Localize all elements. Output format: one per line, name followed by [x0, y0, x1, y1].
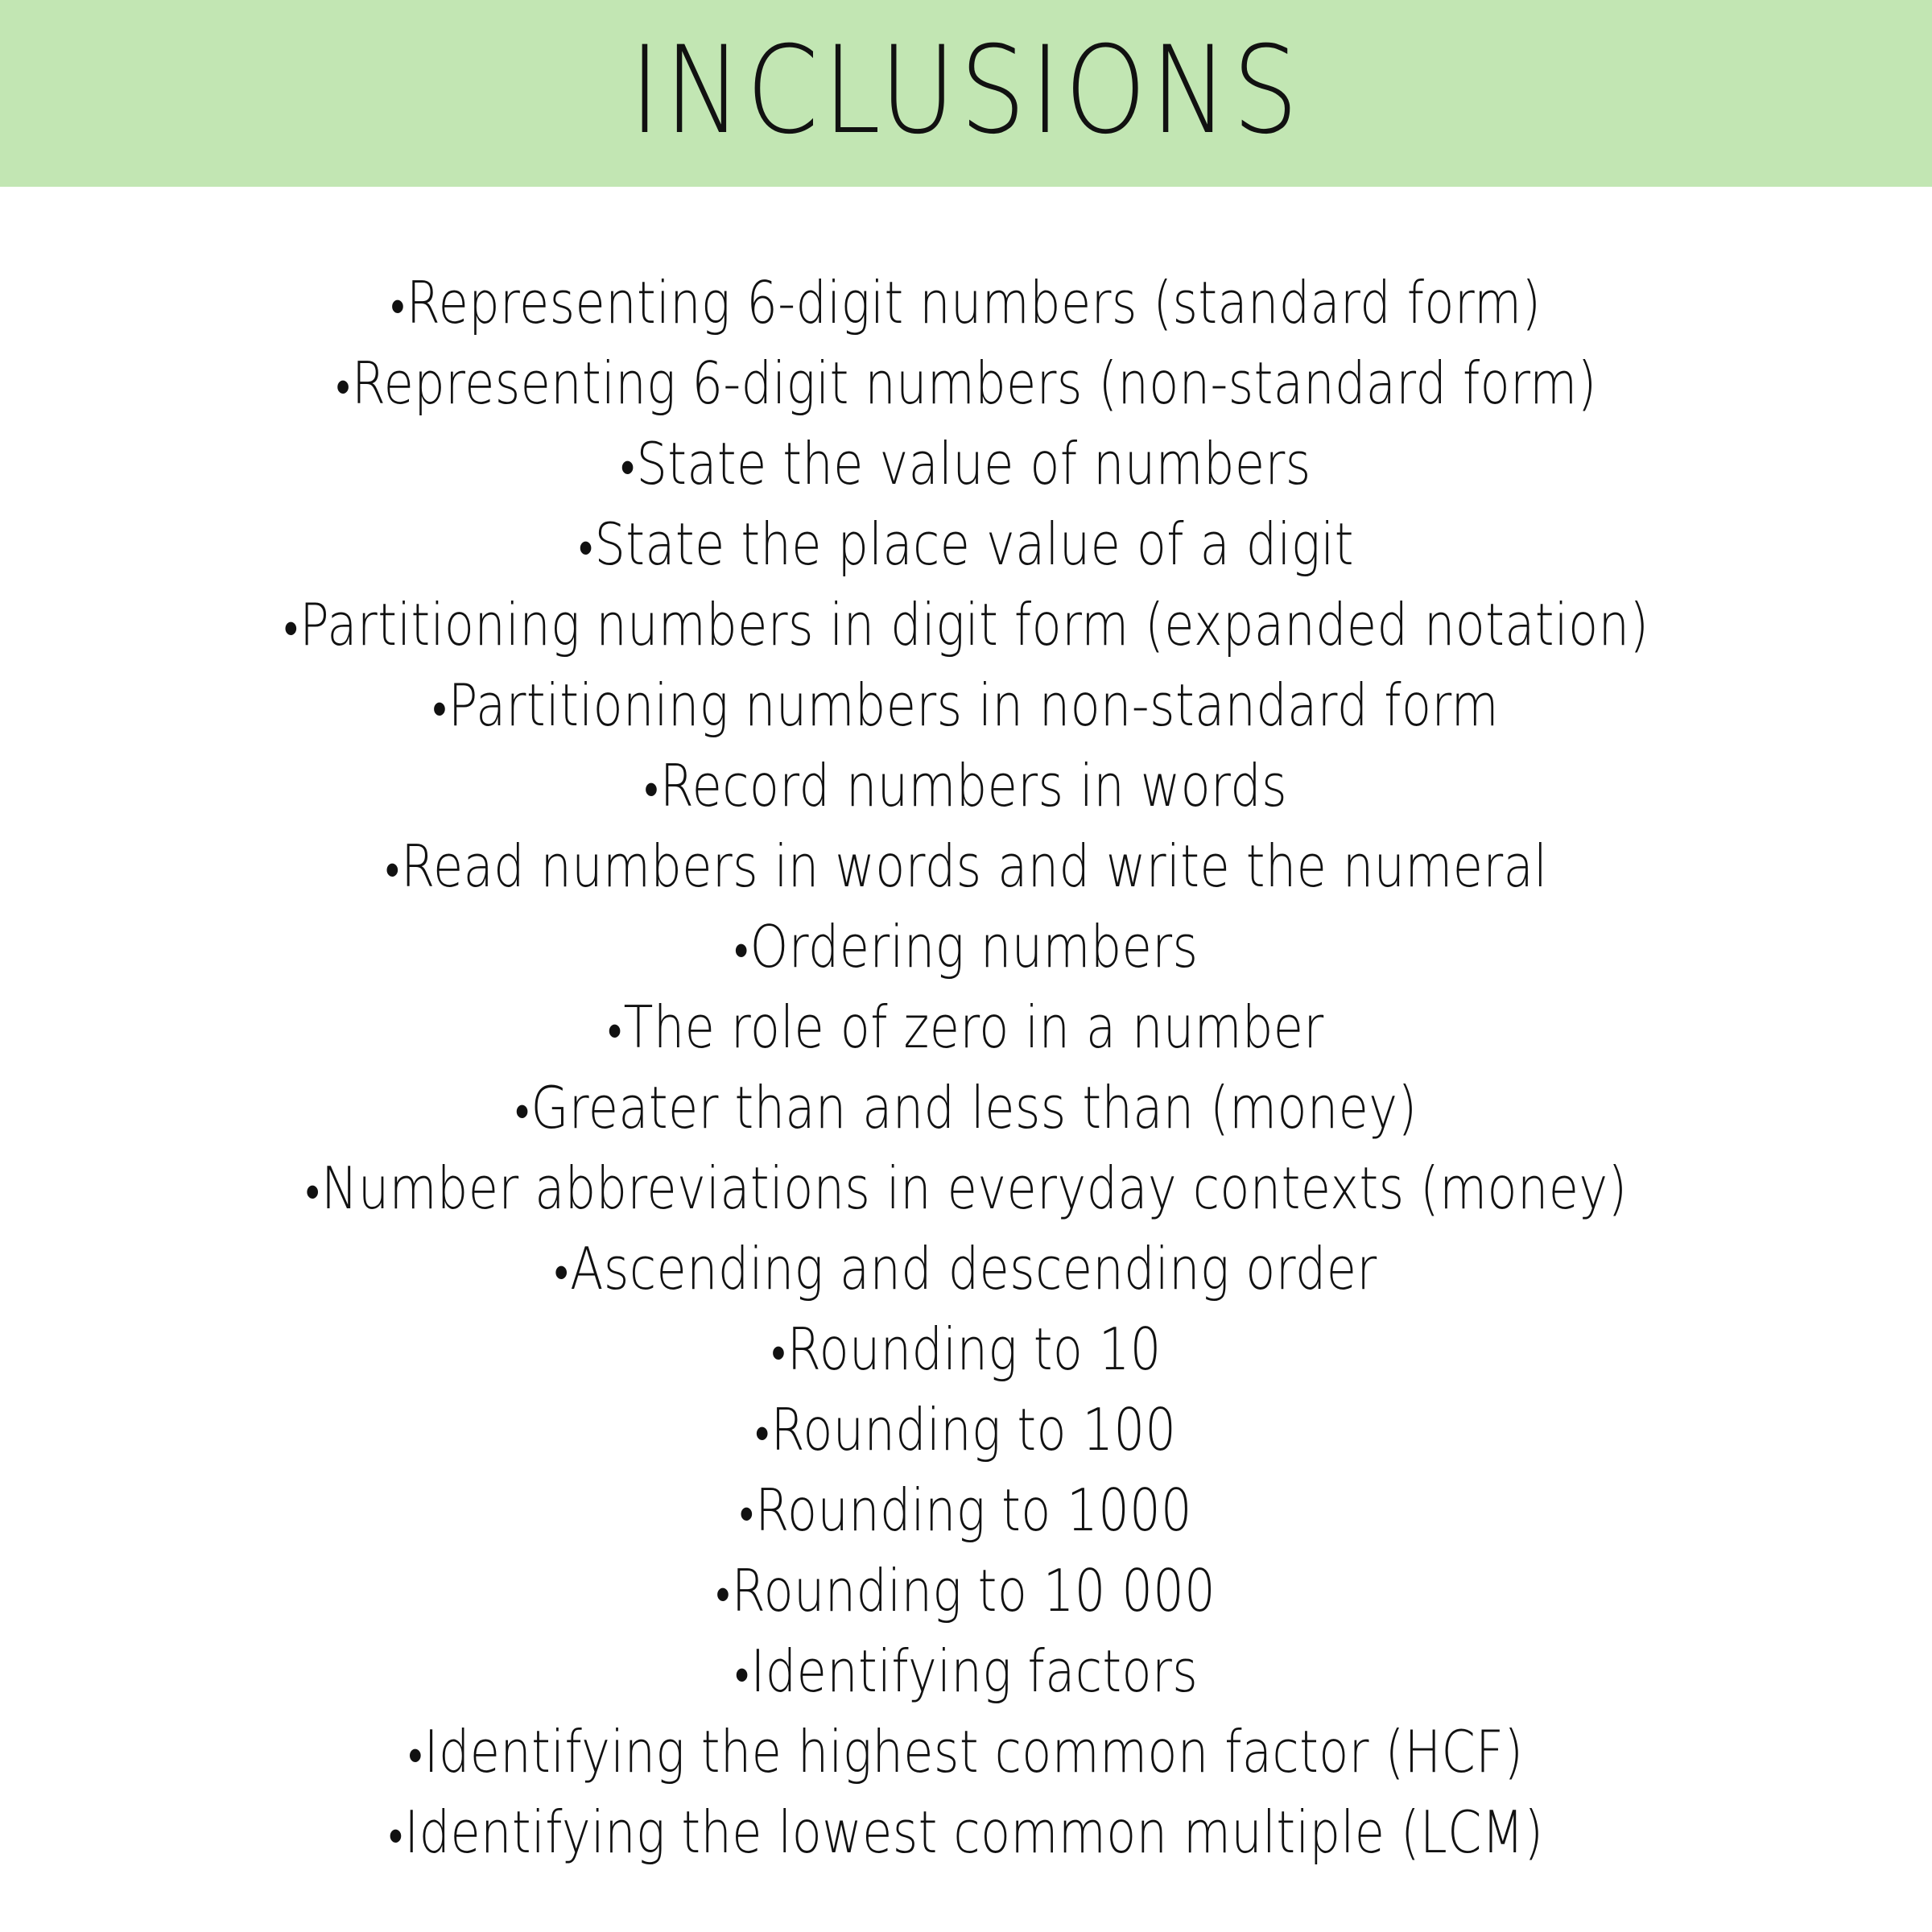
list-item-wrap: [608, 987, 1324, 1071]
bullet-icon: •: [432, 681, 448, 737]
list-item: [0, 665, 1932, 745]
bullet-icon: •: [514, 1084, 530, 1140]
bullet-icon: •: [644, 762, 659, 818]
list-item-text: Representing 6-digit numbers (non-standard form): [351, 349, 1597, 417]
bullet-icon: •: [621, 440, 636, 496]
list-item-wrap: [385, 826, 1547, 910]
list-item-wrap: [645, 745, 1288, 830]
bullet-icon: •: [283, 601, 299, 657]
list-item: [0, 1309, 1932, 1389]
list-item-wrap: [734, 906, 1199, 991]
list-item-text: Rounding to 10: [786, 1315, 1162, 1383]
list-item-text: Partitioning numbers in digit form (expanded notation): [299, 591, 1649, 658]
list-item-text: Partitioning numbers in non-standard form: [448, 671, 1500, 739]
bullet-icon: •: [755, 1406, 770, 1462]
list-item-text: State the value of numbers: [636, 430, 1311, 497]
list-item: [0, 745, 1932, 826]
bullet-icon: •: [304, 1164, 320, 1220]
bullet-icon: •: [770, 1325, 786, 1381]
list-item-wrap: [408, 1711, 1523, 1796]
bullet-icon: •: [408, 1728, 423, 1784]
list-item: [0, 1148, 1932, 1228]
bullet-icon: •: [734, 1647, 749, 1703]
list-item-wrap: [390, 262, 1541, 347]
list-item-wrap: [771, 1309, 1162, 1393]
list-item-wrap: [578, 504, 1353, 588]
bullet-icon: •: [335, 359, 350, 415]
list-item-text: Record numbers in words: [660, 752, 1288, 819]
list-item-text: Rounding to 10 000: [732, 1557, 1216, 1624]
list-item: [0, 906, 1932, 987]
list-item-text: Greater than and less than (money): [530, 1074, 1418, 1141]
bullet-icon: •: [388, 1808, 403, 1864]
list-item-text: Representing 6-digit numbers (standard form): [407, 269, 1542, 336]
list-item-text: Identifying the highest common factor (HCF): [424, 1718, 1524, 1785]
list-item: [0, 1631, 1932, 1711]
list-item-wrap: [336, 343, 1596, 427]
list-item-text: Identifying factors: [750, 1637, 1198, 1705]
list-item-wrap: [305, 1148, 1627, 1232]
list-item-wrap: [283, 584, 1649, 669]
list-item-wrap: [734, 1631, 1197, 1715]
list-item-text: State the place value of a digit: [594, 510, 1354, 578]
list-item-wrap: [740, 1470, 1192, 1554]
list-item: [0, 504, 1932, 584]
list-item-text: Rounding to 100: [771, 1396, 1177, 1463]
list-item-text: Number abbreviations in everyday contexts (money): [320, 1154, 1628, 1222]
list-item-text: Read numbers in words and write the numeral: [400, 832, 1547, 900]
list-item-wrap: [716, 1550, 1216, 1635]
list-item-text: Ordering numbers: [749, 913, 1199, 980]
list-item-wrap: [515, 1067, 1418, 1152]
list-item: [0, 262, 1932, 343]
bullet-icon: •: [733, 923, 749, 979]
bullet-icon: •: [554, 1245, 569, 1301]
bullet-icon: •: [716, 1567, 731, 1623]
list-item: [0, 826, 1932, 906]
list-item-wrap: [389, 1792, 1544, 1876]
bullet-icon: •: [739, 1486, 754, 1542]
list-item: [0, 1550, 1932, 1631]
list-item-wrap: [621, 423, 1311, 508]
bullet-icon: •: [385, 842, 400, 898]
bullet-icon: •: [578, 520, 593, 576]
list-item: [0, 1067, 1932, 1148]
list-item: [0, 423, 1932, 504]
list-item: [0, 584, 1932, 665]
bullet-icon: •: [608, 1003, 623, 1059]
list-item-wrap: [555, 1228, 1377, 1313]
page-title: INCLUSIONS: [630, 21, 1302, 161]
inclusions-list: [0, 262, 1932, 1872]
header-banner: [0, 0, 1932, 187]
list-item-text: Identifying the lowest common multiple (LCM): [404, 1798, 1544, 1866]
list-item: [0, 1711, 1932, 1792]
list-item: [0, 1228, 1932, 1309]
list-item-wrap: [755, 1389, 1176, 1474]
list-item: [0, 1470, 1932, 1550]
list-item-wrap: [433, 665, 1500, 749]
bullet-icon: •: [390, 279, 406, 335]
list-item: [0, 987, 1932, 1067]
list-item-text: The role of zero in a number: [623, 993, 1324, 1061]
list-item: [0, 1389, 1932, 1470]
list-item-text: Ascending and descending order: [570, 1235, 1378, 1302]
list-item-text: Rounding to 1000: [755, 1476, 1193, 1544]
list-item: [0, 343, 1932, 423]
list-item: [0, 1792, 1932, 1872]
